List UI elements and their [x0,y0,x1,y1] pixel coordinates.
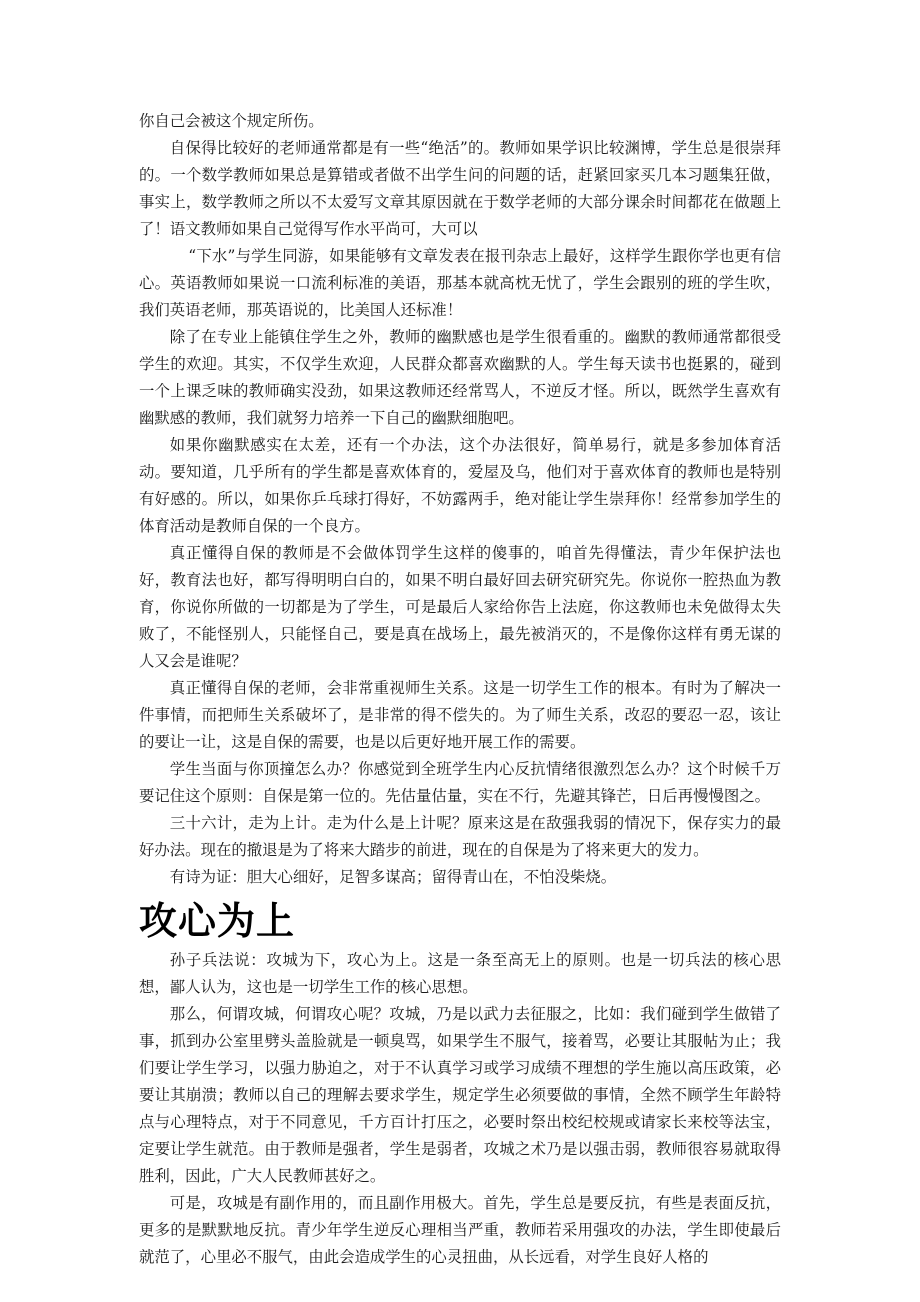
paragraph: 自保得比较好的老师通常都是有一些“绝活”的。教师如果学识比较渊博，学生总是很崇拜的。一个数学教师如果总是算错或者做不出学生问的问题的话，赶紧回家买几本习题集狂做，事实上，数学教师之所以不太爱写文章其原因就在于数学老师的大部分课余时间都花在做题上了！语文教师如果自己觉得写作水平尚可，大可以 [139,139,781,238]
paragraph: 如果你幽默感实在太差，还有一个办法，这个办法很好，简单易行，就是多参加体育活动。要知道，几乎所有的学生都是喜欢体育的，爱屋及乌，他们对于喜欢体育的教师也是特别有好感的。所以，如果你乒乓球打得好，不妨露两手，绝对能让学生崇拜你！经常参加学生的体育活动是教师自保的一个良方。 [139,436,781,535]
paragraph: 你自己会被这个规定所伤。 [139,112,324,130]
paragraph: 可是，攻城是有副作用的，而且副作用极大。首先，学生总是要反抗，有些是表面反抗，更多的是默默地反抗。青少年学生逆反心理相当严重，教师若采用强攻的办法，学生即使最后就范了，心里必不服气，由此会造成学生的心灵扭曲，从长远看，对学生良好人格的 [139,1194,781,1266]
paragraph: 有诗为证：胆大心细好，足智多谋高；留得青山在，不怕没柴烧。 [169,868,617,886]
paragraph: 那么，何谓攻城，何谓攻心呢？攻城，乃是以武力去征服之，比如：我们碰到学生做错了事，抓到办公室里劈头盖脸就是一顿臭骂，如果学生不服气，接着骂，必要让其服帖为止；我们要让学生学习，以强力胁迫之，对于不认真学习或学习成绩不理想的学生施以高压政策，必要让其崩溃；教师以自己的理解去要求学生，规定学生必须要做的事情，全然不顾学生年龄特点与心理特点，对于不同意见，千方百计打压之，必要时祭出校纪校规或请家长来校等法宝，定要让学生就范。由于教师是强者，学生是弱者，攻城之术乃是以强击弱，教师很容易就取得胜利，因此，广大人民教师甚好之。 [139,1005,781,1185]
paragraph: 真正懂得自保的老师，会非常重视师生关系。这是一切学生工作的根本。有时为了解决一件事情，而把师生关系破坏了，是非常的得不偿失的。为了师生关系，改忍的要忍一忍，该让的要让一让，这是自保的需要，也是以后更好地开展工作的需要。 [139,679,781,751]
paragraph: 真正懂得自保的教师是不会做体罚学生这样的傻事的，咱首先得懂法，青少年保护法也好，教育法也好，都写得明明白白的，如果不明白最好回去研究研究先。你说你一腔热血为教育，你说你所做的一切都是为了学生，可是最后人家给你告上法庭，你这教师也未免做得太失败了，不能怪别人，只能怪自己，要是真在战场上，最先被消灭的，不是像你这样有勇无谋的人又会是谁呢？ [139,544,781,670]
paragraph: “下水”与学生同游，如果能够有文章发表在报刊杂志上最好，这样学生跟你学也更有信心。英语教师如果说一口流利标准的美语，那基本就高枕无忧了，学生会跟别的班的学生吹，我们英语老师，那英语说的，比美国人还标准！ [139,247,781,319]
paragraph: 三十六计，走为上计。走为什么是上计呢？原来这是在敌强我弱的情况下，保存实力的最好办法。现在的撤退是为了将来大踏步的前进，现在的自保是为了将来更大的发力。 [139,814,781,859]
paragraph: 孙子兵法说：攻城为下，攻心为上。这是一条至高无上的原则。也是一切兵法的核心思想，鄙人认为，这也是一切学生工作的核心思想。 [139,951,781,996]
document-page [139,108,781,1271]
paragraph: 除了在专业上能镇住学生之外，教师的幽默感也是学生很看重的。幽默的教师通常都很受学生的欢迎。其实，不仅学生欢迎，人民群众都喜欢幽默的人。学生每天读书也挺累的，碰到一个上课乏味的教师确实没劲，如果这教师还经常骂人，不逆反才怪。所以，既然学生喜欢有幽默感的教师，我们就努力培养一下自己的幽默细胞吧。 [139,328,781,427]
section-heading: 攻心为上 [139,899,296,943]
paragraph: 学生当面与你顶撞怎么办？你感觉到全班学生内心反抗情绪很激烈怎么办？这个时候千万要记住这个原则：自保是第一位的。先估量估量，实在不行，先避其锋芒，日后再慢慢图之。 [139,760,781,805]
